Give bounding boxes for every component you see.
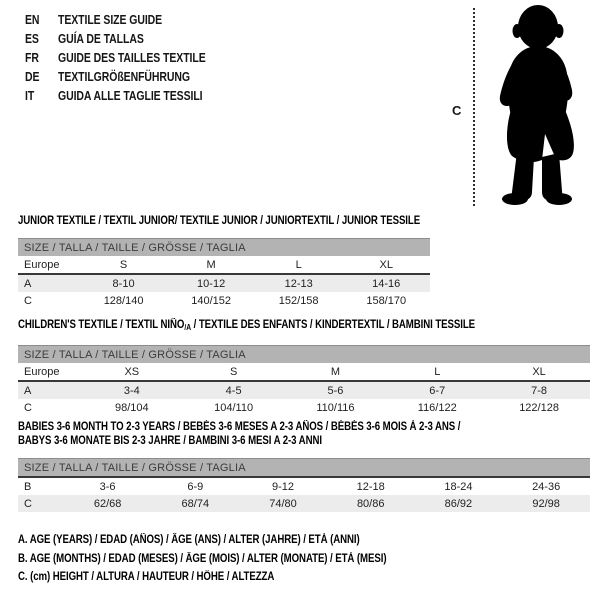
value-cell: 6-7	[386, 381, 488, 399]
junior-section	[18, 214, 430, 309]
row-label-cell: C	[18, 495, 64, 512]
col-header-cell: S	[80, 256, 168, 274]
language-row-es	[25, 29, 234, 48]
value-cell: 12-18	[356, 480, 385, 493]
value-cell: 3-6	[99, 480, 116, 493]
value-cell: 74/80	[239, 495, 327, 512]
value-cell: 12-13	[255, 274, 343, 292]
value-cell: 140/152	[191, 294, 231, 307]
column-header-row	[18, 363, 590, 381]
value-cell: 62/68	[64, 495, 152, 512]
row-label-cell: C	[24, 401, 32, 414]
value-cell: 14-16	[342, 274, 430, 292]
size-header-bar: SIZE / TALLA / TAILLE / GRÖSSE / TAGLIA	[18, 459, 590, 478]
language-code: FR	[25, 50, 39, 65]
height-dotted-line	[473, 8, 475, 206]
value-cell: 80/86	[327, 495, 415, 512]
language-code: DE	[25, 69, 40, 84]
col-header-cell: M	[167, 256, 255, 274]
language-label: GUIDA ALLE TAGLIE TESSILI	[58, 88, 203, 103]
row-label-cell: Europe	[18, 363, 81, 381]
babies-size-table	[18, 458, 590, 512]
table-row-a	[18, 381, 590, 399]
size-header-row	[18, 459, 590, 478]
junior-table-title: JUNIOR TEXTILE / TEXTIL JUNIOR/ TEXTILE JUNIOR / JUNIORTEXTIL / JUNIOR TESSILE	[18, 215, 421, 227]
table-row-c	[18, 495, 590, 512]
language-row-en	[25, 10, 234, 29]
babies-table-title: BABIES 3-6 MONTH TO 2-3 YEARS / BEBÉS 3-6 MESES A 2-3 AÑOS / BÉBÉS 3-6 MOIS À 2-3 ANS / BABYS 3-6 MONATE BIS 2-3 JAHRE / BAMBINI 3-6 MESI A 2-3 ANNI	[18, 421, 461, 447]
size-header-bar: SIZE / TALLA / TAILLE / GRÖSSE / TAGLIA	[18, 346, 590, 364]
row-label-cell: Europe	[18, 256, 80, 274]
value-cell: 128/140	[103, 294, 144, 307]
junior-size-table	[18, 238, 430, 309]
value-cell: 3-4	[81, 381, 183, 399]
row-label-cell: A	[18, 274, 80, 292]
table-row-a	[18, 274, 430, 292]
row-label-cell: C	[24, 294, 32, 307]
col-header-cell: L	[386, 363, 488, 381]
value-cell: 122/128	[519, 401, 559, 414]
value-cell: 158/170	[366, 294, 407, 307]
value-cell: 116/122	[417, 401, 457, 414]
language-row-it	[25, 86, 234, 105]
language-label: TEXTILGRÖßENFÜHRUNG	[58, 69, 190, 84]
size-header-row	[18, 239, 430, 257]
col-header-cell: XL	[342, 256, 430, 274]
language-row-fr	[25, 48, 234, 67]
value-cell: 92/98	[502, 495, 590, 512]
language-label: GUIDE DES TAILLES TEXTILE	[58, 50, 206, 65]
language-title-block	[25, 10, 234, 105]
value-cell: 152/158	[278, 294, 319, 307]
table-row-c	[18, 399, 590, 416]
value-cell: 8-10	[80, 274, 168, 292]
size-header-bar: SIZE / TALLA / TAILLE / GRÖSSE / TAGLIA	[18, 239, 430, 257]
table-row-c	[18, 292, 430, 309]
value-cell: 98/104	[114, 401, 149, 414]
value-cell: 110/116	[316, 401, 355, 414]
value-cell: 5-6	[285, 381, 387, 399]
children-section	[18, 318, 590, 416]
row-label-cell: B	[24, 480, 32, 493]
legend-line-a: A. AGE (YEARS) / EDAD (AÑOS) / ÂGE (ANS) / ALTER (JAHRE) / ETÀ (ANNI)	[18, 534, 360, 546]
col-header-cell: XS	[81, 363, 183, 381]
language-code: EN	[25, 12, 40, 27]
value-cell: 24-36	[532, 480, 561, 493]
col-header-cell: XL	[488, 363, 590, 381]
col-header-cell: S	[183, 363, 285, 381]
value-cell: 18-24	[444, 480, 473, 493]
babies-section	[18, 420, 590, 512]
value-cell: 68/74	[151, 495, 239, 512]
value-cell: 7-8	[488, 381, 590, 399]
language-label: TEXTILE SIZE GUIDE	[58, 12, 163, 27]
baby-silhouette-figure	[479, 2, 597, 208]
language-row-de	[25, 67, 234, 86]
value-cell: 104/110	[214, 401, 254, 414]
col-header-cell: L	[255, 256, 343, 274]
value-cell: 86/92	[415, 495, 503, 512]
language-code: ES	[25, 31, 39, 46]
value-cell: 6-9	[187, 480, 204, 493]
nino-a-subscript: /A	[184, 323, 192, 332]
value-cell: 9-12	[271, 480, 295, 493]
legend-block	[18, 531, 457, 587]
legend-line-b: B. AGE (MONTHS) / EDAD (MESES) / ÂGE (MOIS) / ALTER (MONATE) / ETÀ (MESI)	[18, 552, 387, 565]
value-cell: 10-12	[167, 274, 255, 292]
table-row-b	[18, 477, 590, 495]
language-code: IT	[25, 88, 35, 103]
language-label: GUÍA DE TALLAS	[58, 31, 144, 46]
height-c-label: C	[452, 103, 462, 118]
value-cell: 4-5	[183, 381, 285, 399]
size-header-row	[18, 346, 590, 364]
column-header-row	[18, 256, 430, 274]
col-header-cell: M	[285, 363, 387, 381]
children-table-title: CHILDREN'S TEXTILE / TEXTIL NIÑO/A / TEXTILE DES ENFANTS / KINDERTEXTIL / BAMBINI TESSILE	[18, 319, 476, 332]
row-label-cell: A	[18, 381, 81, 399]
children-size-table	[18, 345, 590, 416]
legend-line-c: C. (cm) HEIGHT / ALTURA / HAUTEUR / HÖHE / ALTEZZA	[18, 571, 275, 583]
